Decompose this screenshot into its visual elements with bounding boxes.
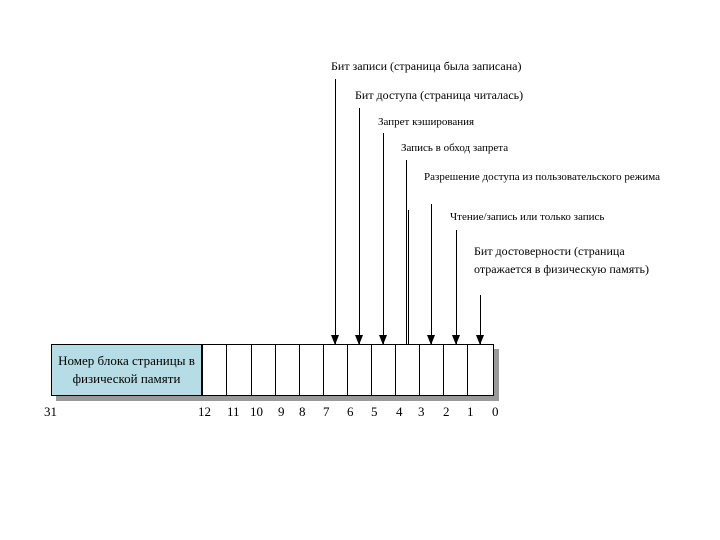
bit-cell-5 [347,344,372,396]
present-bit-label: Бит достоверности (страница отражается в физическую память) [474,244,649,276]
bit-number-4: 4 [396,404,403,419]
bit-number-6: 6 [347,404,354,419]
bit-number-8: 8 [299,404,306,419]
accessed-bit-label: Бит доступа (страница читалась) [355,88,524,102]
bit-number-2: 2 [443,404,450,419]
bit-cell-6 [323,344,348,396]
read-write-label: Чтение/запись или только запись [450,211,605,223]
bit-number-1: 1 [467,404,474,419]
user-access-arrow [431,204,432,344]
cache-disable-label: Запрет кэширования [378,116,475,128]
write-through-line [406,160,407,344]
write-through-line-inner [408,210,409,344]
bit-cell-11 [202,344,227,396]
bit-number-12: 12 [198,404,211,419]
bit-cell-10 [226,344,252,396]
bit-number-31: 31 [44,404,57,419]
register-shadow-right [494,349,499,401]
bit-number-11: 11 [227,404,240,419]
bit-cell-7 [299,344,324,396]
bit-cell-4 [371,344,396,396]
page-frame-number-field [51,344,202,396]
cache-disable-arrow [383,133,384,344]
user-access-label: Разрешение доступа из пользовательского режима [424,171,661,183]
dirty-arrow [335,79,336,344]
bit-number-7: 7 [323,404,330,419]
bit-number-0: 0 [492,404,499,419]
present-arrow [480,295,481,344]
bit-number-9: 9 [278,404,285,419]
bit-number-5: 5 [371,404,378,419]
dirty-bit-label: Бит записи (страница была записана) [331,59,522,73]
bit-cell-3 [395,344,420,396]
bit-cell-2 [419,344,444,396]
read-write-arrow [456,230,457,344]
bit-cell-9 [251,344,276,396]
bit-cell-8 [275,344,300,396]
bit-cell-0 [467,344,494,396]
bit-number-3: 3 [418,404,425,419]
page-frame-number-label: Номер блока страницы в физической памяти [58,353,195,386]
bit-number-10: 10 [250,404,263,419]
bit-cell-1 [443,344,468,396]
write-through-label: Запись в обход запрета [401,142,509,154]
accessed-arrow [359,108,360,344]
register-shadow-bottom [56,396,499,401]
